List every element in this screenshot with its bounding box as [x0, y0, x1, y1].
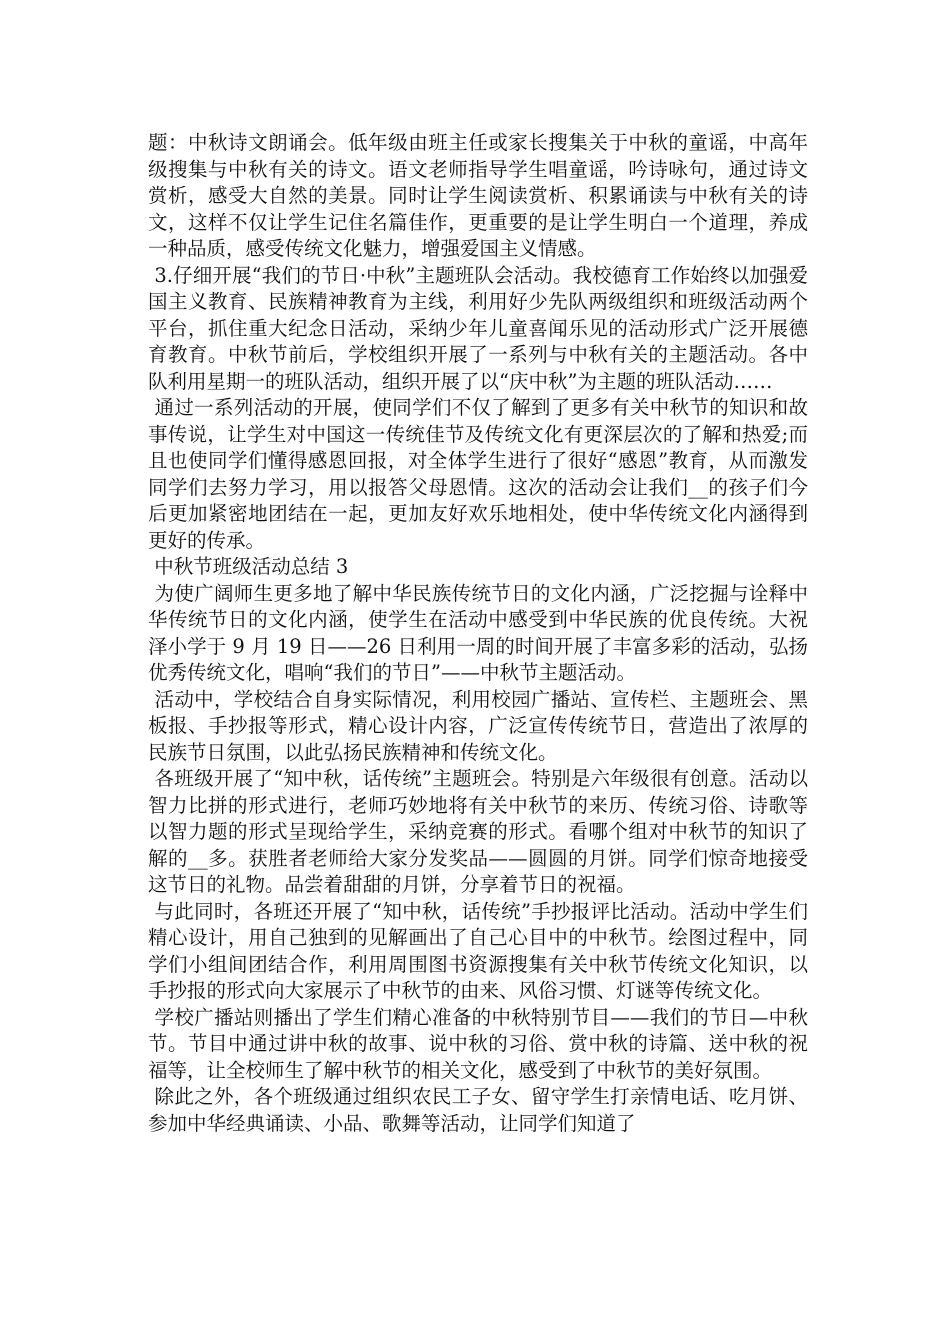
paragraph-poetry-recital: 题：中秋诗文朗诵会。低年级由班主任或家长搜集关于中秋的童谣，中高年级搜集与中秋有关的诗文。语文老师指导学生唱童谣，吟诗咏句，通过诗文赏析，感受大自然的美景。同时让学生阅读赏析、积累诵读与中秋有关的诗文，这样不仅让学生记住名篇佳作，更重要的是让学生明白一个道理，养成一种品质，感受传统文化魅力，增强爱国主义情感。 — [148, 131, 808, 260]
paragraph-class-meeting: 3.仔细开展“我们的节日·中秋”主题班队会活动。我校德育工作始终以加强爱国主义教育、民族精神教育为主线，利用好少先队两级组织和班级活动两个平台，抓住重大纪念日活动，采纳少年儿童喜闻乐见的活动形式广泛开展德育教育。中秋节前后，学校组织开展了一系列与中秋有关的主题活动。各中队利用星期一的班队活动，组织开展了以“庆中秋”为主题的班队活动…… — [148, 263, 809, 393]
section-heading: 中秋节班级活动总结 3 — [148, 555, 349, 578]
paragraph-theme-meeting: 各班级开展了“知中秋，话传统”主题班会。特别是六年级很有创意。活动以智力比拼的形式进行，老师巧妙地将有关中秋节的来历、传统习俗、诗歌等以智力题的形式呈现给学生，采纳竞赛的形式。看哪个组对中秋节的知识了解的__多。获胜者老师给大家分发奖品——圆圆的月饼。同学们惊奇地接受这节日的礼物。品尝着甜甜的月饼，分享着节日的祝福。 — [148, 767, 808, 896]
paragraph-publicity: 活动中，学校结合自身实际情况，利用校园广播站、宣传栏、主题班会、黑板报、手抄报等形式，精心设计内容，广泛宣传传统节日，营造出了浓厚的民族节日氛围，以此弘扬民族精神和传统文化。 — [148, 687, 808, 764]
paragraph-activity-results: 通过一系列活动的开展，使同学们不仅了解到了更多有关中秋节的知识和故事传说，让学生对中国这一传统佳节及传统文化有更深层次的了解和热爱;而且也使同学们懂得感恩回报，对全体学生进行了很好“感恩”教育，从而激发同学们去努力学习，用以报答父母恩情。这次的活动会让我们__的孩子们今后更加紧密地团结在一起，更加友好欢乐地相处，使中华传统文化内涵得到更好的传承。 — [148, 396, 808, 552]
paragraph-intro: 为使广阔师生更多地了解中华民族传统节日的文化内涵，广泛挖掘与诠释中华传统节日的文化内涵，使学生在活动中感受到中华民族的优良传统。大祝泽小学于 9 月 19 日——26 日利用一周的时间开展了丰富多彩的活动，弘扬优秀传统文化，唱响“我们的节日”——中秋节主题活动。 — [148, 581, 808, 684]
paragraph-handwritten-newspaper: 与此同时，各班还开展了“知中秋，话传统”手抄报评比活动。活动中学生们精心设计，用自己独到的见解画出了自己心目中的中秋节。绘图过程中，同学们小组间团结合作，利用周围图书资源搜集有关中秋节传统文化知识，以手抄报的形式向大家展示了中秋节的由来、风俗习惯、灯谜等传统文化。 — [148, 899, 808, 1002]
document-body — [148, 130, 808, 1137]
paragraph-other-activities: 除此之外，各个班级通过组织农民工子女、留守学生打亲情电话、吃月饼、参加中华经典诵读、小品、歌舞等活动，让同学们知道了 — [148, 1085, 808, 1135]
paragraph-broadcast: 学校广播站则播出了学生们精心准备的中秋特别节目——我们的节日—中秋节。节目中通过讲中秋的故事、说中秋的习俗、赏中秋的诗篇、送中秋的祝福等，让全校师生了解中秋节的相关文化，感受到了中秋节的美好氛围。 — [148, 1005, 808, 1082]
